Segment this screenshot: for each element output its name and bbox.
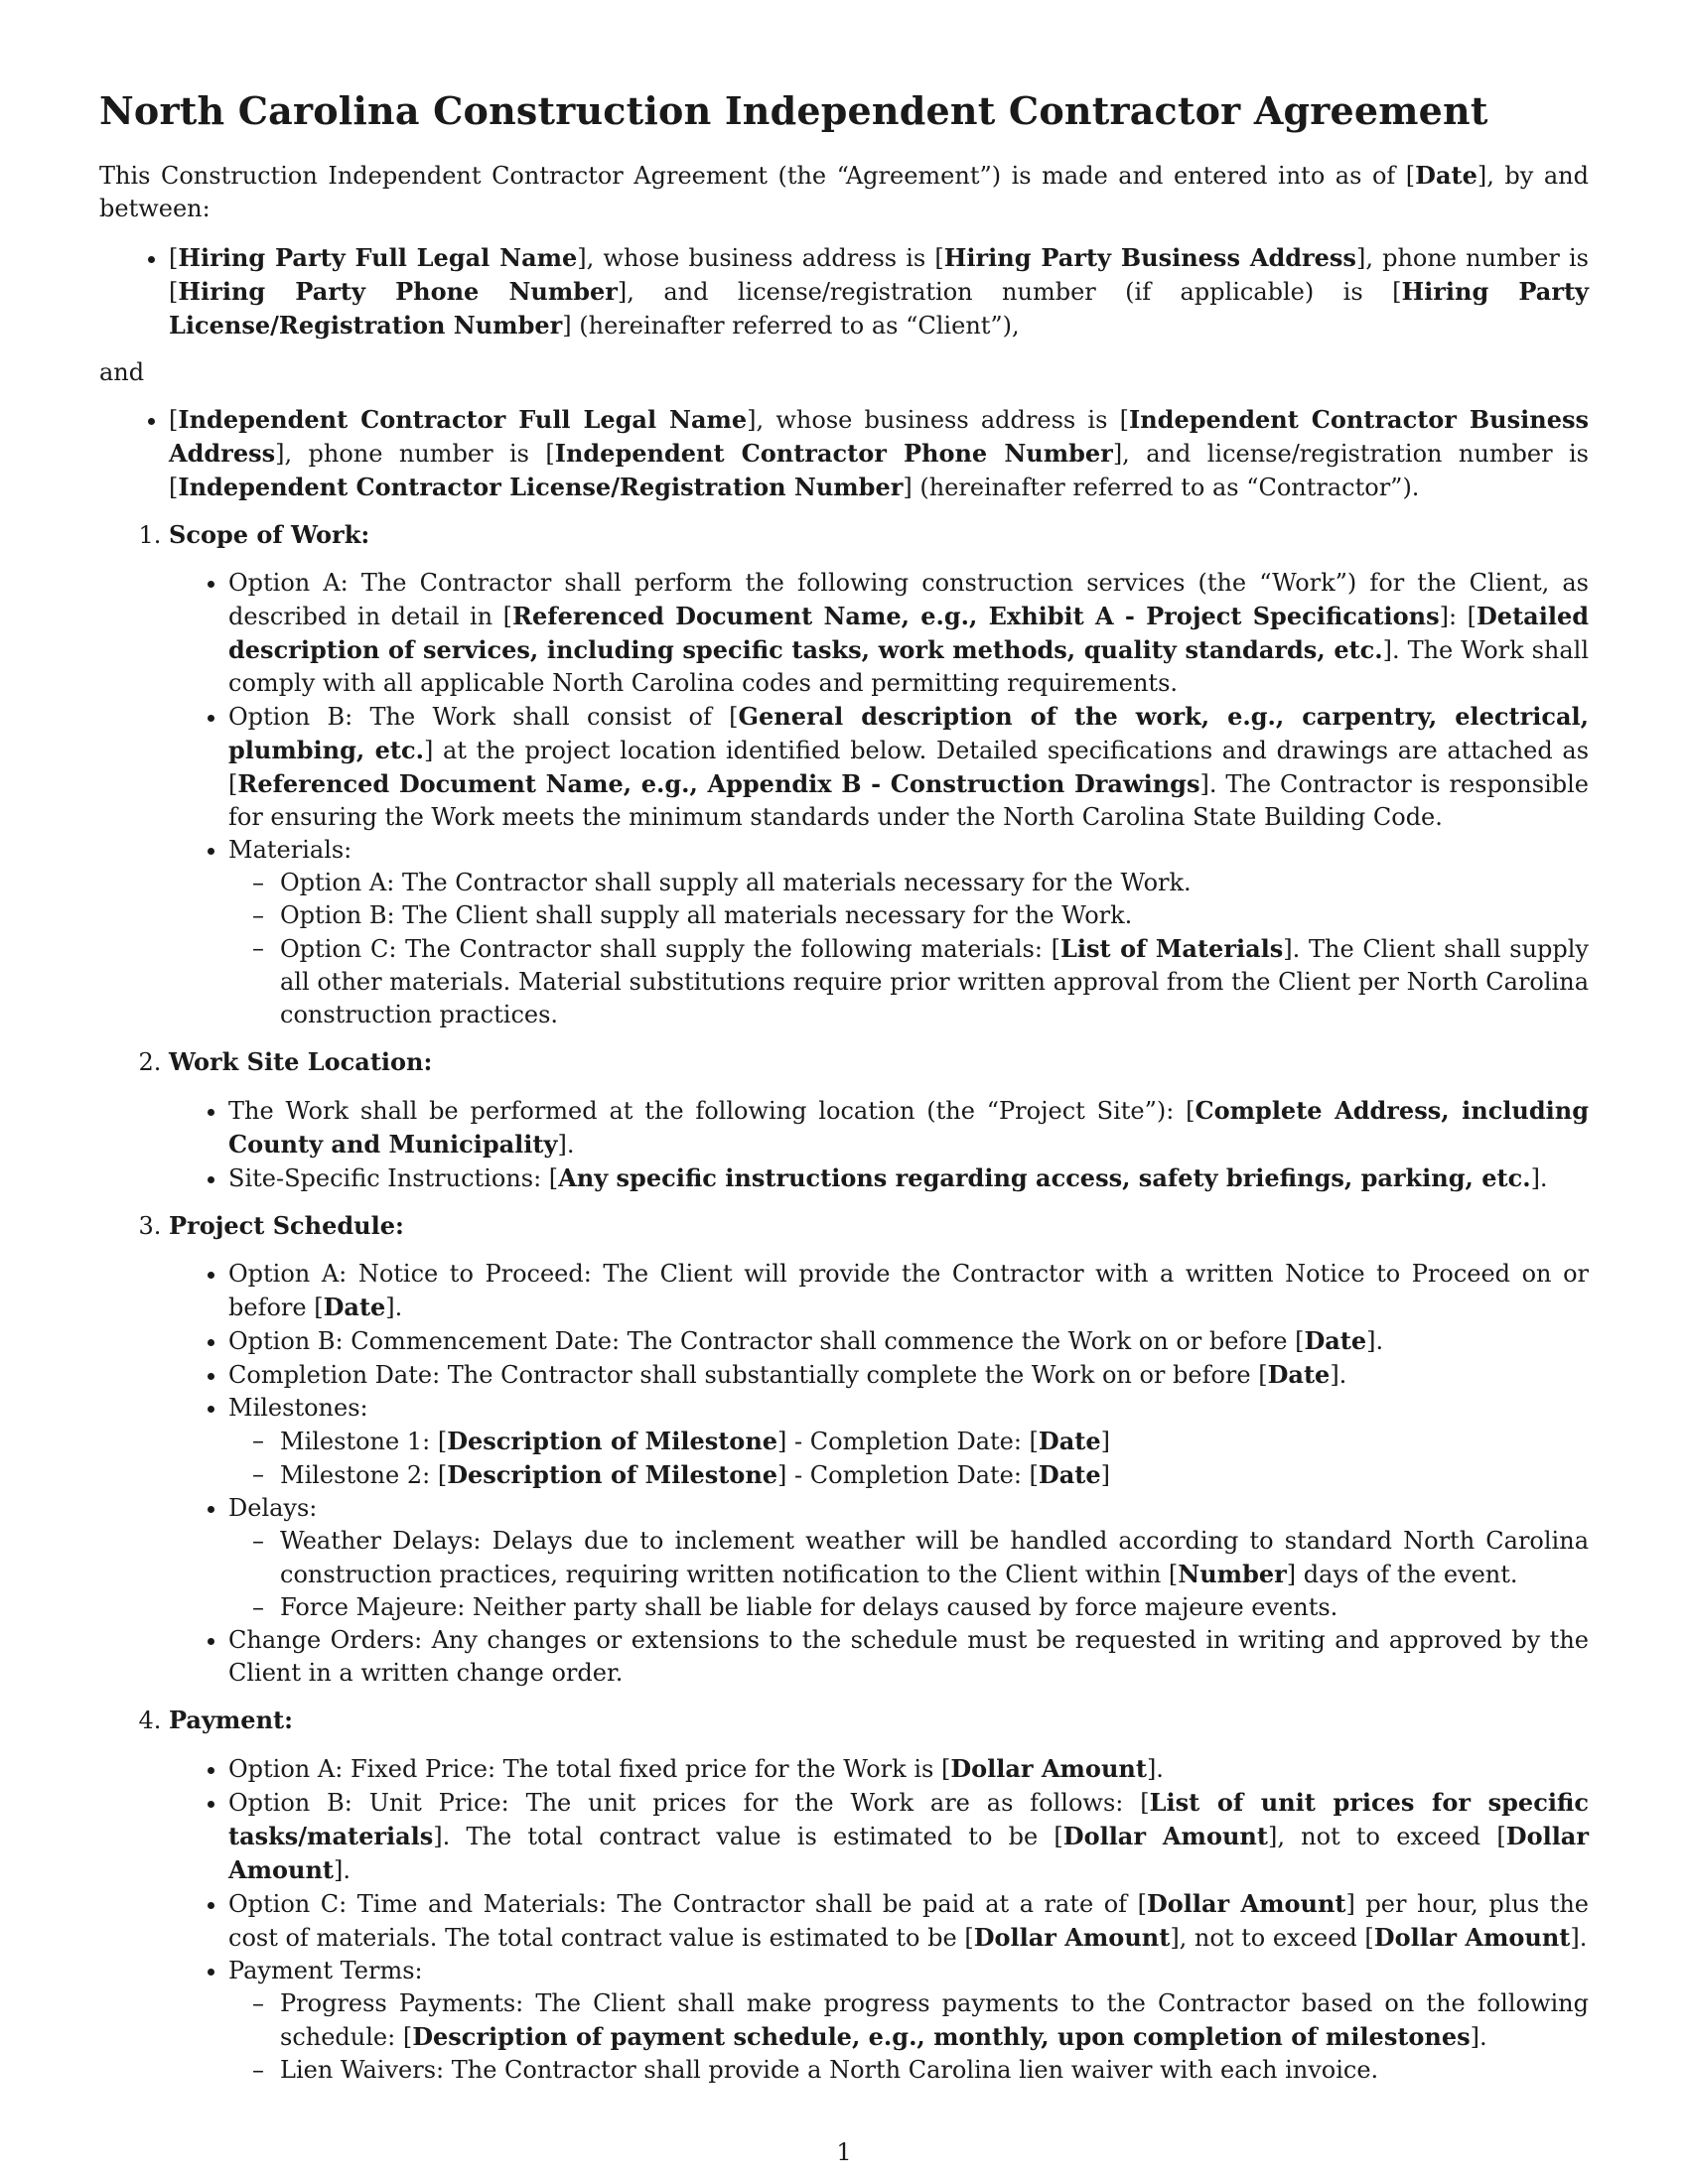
text: ] (hereinafter referred to as “Client”), [562, 312, 1020, 340]
list-item [228, 1324, 1589, 1358]
placeholder-field: Number [1178, 1560, 1287, 1588]
text: Option A: Fixed Price: The total fixed price for the Work is [ [228, 1755, 951, 1783]
list-item: – Option A: The Contractor shall supply all materials necessary for the Work. [280, 867, 1589, 899]
and-connector: and [99, 358, 145, 386]
party-client [169, 241, 1589, 342]
list-item [228, 1887, 1589, 1955]
text: Materials: [228, 836, 352, 864]
text: Payment Terms: [228, 1957, 423, 1984]
text: ]. The Client shall supply all other materials. Material substitutions require prior written approval from the Client per North Carolina construction practices. [280, 935, 1589, 1028]
text: Option A: The Contractor shall perform the following construction services (the “Work”) for the Client, as described in detail in [ [228, 569, 1589, 630]
text: Option C: Time and Materials: The Contractor shall be paid at a rate of [ [228, 1890, 1147, 1918]
text: Milestone 2: [ [280, 1461, 448, 1489]
placeholder-field: General description of the work, e.g., carpentry, electrical, plumbing, etc. [228, 702, 1589, 764]
text: ] [1100, 1428, 1111, 1455]
text: ]. [1530, 1164, 1548, 1192]
placeholder-field: Independent Contractor License/Registration Number [178, 473, 904, 501]
placeholder-field: Complete Address, including County and Municipality [228, 1096, 1590, 1159]
placeholder-field: Hiring Party Business Address [943, 243, 1356, 272]
placeholder-field: Date [1038, 1460, 1101, 1489]
list-item [228, 1094, 1589, 1161]
placeholder-field: Description of Milestone [447, 1427, 778, 1455]
list-item [228, 1786, 1589, 1887]
text: ]. The total contract value is estimated to be [ [433, 1823, 1063, 1850]
placeholder-field: Hiring Party License/Registration Number [169, 277, 1589, 340]
placeholder-field: Date [1304, 1326, 1367, 1355]
placeholder-field: Date [1038, 1427, 1101, 1455]
text: ], not to exceed [ [1170, 1924, 1374, 1952]
placeholder-field: Dollar Amount [1146, 1889, 1346, 1918]
list-item [228, 567, 1589, 700]
section-work-site-location [169, 1045, 1589, 1195]
list-item [280, 1525, 1589, 1591]
text: The Work shall be performed at the following location (the “Project Site”): [ [228, 1097, 1196, 1125]
placeholder-field: Independent Contractor Business Address [169, 405, 1589, 468]
placeholder-field: Date [1415, 161, 1477, 190]
section-scope-of-work [169, 518, 1589, 1031]
section-payment [169, 1704, 1589, 2087]
list-item: • Change Orders: Any changes or extensions to the schedule must be requested in writing and approved by the Client in a written change order. [228, 1624, 1589, 1690]
placeholder-field: Any specific instructions regarding access, safety briefings, parking, etc. [558, 1163, 1531, 1192]
placeholder-field: Independent Contractor Phone Number [554, 439, 1113, 468]
text: ], phone number is [ [275, 440, 555, 468]
list-item [228, 1161, 1589, 1195]
text: Option A: Notice to Proceed: The Client will provide the Contractor with a written Notice to Proceed on or before [ [228, 1260, 1589, 1321]
text: ], and license/registration number (if applicable) is [ [617, 278, 1402, 306]
milestones-list [228, 1425, 1589, 1492]
text: ]: [ [1439, 603, 1477, 630]
list-item [228, 834, 1589, 1031]
party-list-client [99, 241, 1589, 342]
document-body [99, 87, 1589, 2101]
text: [ [169, 406, 179, 434]
text: ] (hereinafter referred to as “Contractor”). [903, 474, 1420, 501]
party-contractor [169, 403, 1589, 504]
text: Option B: Commencement Date: The Contractor shall commence the Work on or before [ [228, 1327, 1305, 1355]
materials-options [228, 867, 1589, 1031]
placeholder-field: Description of Milestone [447, 1460, 778, 1489]
text: ], by and between: [99, 162, 1589, 222]
placeholder-field: Date [1267, 1360, 1331, 1389]
text: ] days of the event. [1286, 1561, 1518, 1588]
document-title: North Carolina Construction Independent Contractor Agreement [99, 88, 1488, 133]
list-item [280, 1987, 1589, 2054]
list-item [228, 1358, 1589, 1392]
text: [ [169, 244, 179, 272]
text: ], whose business address is [ [747, 406, 1129, 434]
placeholder-field: List of unit prices for specific tasks/materials [228, 1788, 1589, 1850]
intro-paragraph [99, 159, 1589, 225]
text: ]. [334, 1856, 352, 1884]
list-item [228, 1752, 1589, 1786]
placeholder-field: Dollar Amount [1062, 1822, 1268, 1850]
placeholder-field: Hiring Party Full Legal Name [178, 243, 578, 272]
scope-options [169, 567, 1589, 1031]
agreement-sections [99, 518, 1589, 2087]
section-heading: 4. Payment: [169, 1706, 293, 1734]
placeholder-field: Referenced Document Name, e.g., Appendix B - Construction Drawings [237, 769, 1200, 798]
section-heading: 1. Scope of Work: [169, 520, 370, 549]
text: ]. The Work shall comply with all applicable North Carolina codes and permitting requirements. [228, 636, 1590, 697]
schedule-items [169, 1258, 1589, 1690]
text: ] - Completion Date: [ [777, 1461, 1039, 1489]
placeholder-field: Date [323, 1293, 386, 1321]
text: Milestone 1: [ [280, 1428, 448, 1455]
list-item [228, 700, 1589, 834]
site-items [169, 1094, 1589, 1195]
list-item [228, 1492, 1589, 1624]
list-item [228, 1955, 1589, 2087]
text: Completion Date: The Contractor shall substantially complete the Work on or before [ [228, 1361, 1268, 1389]
payment-items [169, 1752, 1589, 2087]
text: Site-Specific Instructions: [ [228, 1164, 559, 1192]
placeholder-field: Referenced Document Name, e.g., Exhibit A - Project Specifications [512, 602, 1440, 630]
text: ]. [1146, 1755, 1164, 1783]
section-heading: 3. Project Schedule: [169, 1211, 404, 1240]
text: ]. [385, 1294, 403, 1321]
text: ]. [1330, 1361, 1347, 1389]
text: ]. [1470, 2023, 1487, 2051]
list-item: – Lien Waivers: The Contractor shall provide a North Carolina lien waiver with each invoice. [280, 2054, 1589, 2087]
list-item: – Option B: The Client shall supply all materials necessary for the Work. [280, 899, 1589, 932]
text: ], and license/registration number is [ [169, 440, 1589, 501]
text: ], not to exceed [ [1267, 1823, 1506, 1850]
payment-terms-list [228, 1987, 1589, 2087]
placeholder-field: Dollar Amount [228, 1822, 1589, 1884]
text: ] per hour, plus the cost of materials. The total contract value is estimated to be [ [228, 1890, 1589, 1952]
placeholder-field: Dollar Amount [1373, 1923, 1571, 1952]
list-item [280, 932, 1589, 1031]
page-number: 1 [836, 2138, 852, 2166]
text: Option B: Unit Price: The unit prices for the Work are as follows: [ [228, 1789, 1150, 1817]
text: ] - Completion Date: [ [777, 1428, 1039, 1455]
placeholder-field: Description of payment schedule, e.g., monthly, upon completion of milestones [412, 2022, 1471, 2051]
text: ] [1100, 1461, 1111, 1489]
section-heading: 2. Work Site Location: [169, 1047, 433, 1076]
list-item [280, 1458, 1589, 1492]
text: Option C: The Contractor shall supply the following materials: [ [280, 935, 1061, 963]
text: ] at the project location identified below. Detailed specifications and drawings are attached as [ [228, 737, 1590, 798]
placeholder-field: Dollar Amount [950, 1754, 1147, 1783]
text: Option B: The Work shall consist of [ [228, 703, 739, 731]
list-item [228, 1392, 1589, 1492]
placeholder-field: Independent Contractor Full Legal Name [178, 405, 748, 434]
list-item [280, 1425, 1589, 1458]
text: ]. The Contractor is responsible for ensuring the Work meets the minimum standards under the North Carolina State Building Code. [228, 770, 1590, 831]
text: This Construction Independent Contractor Agreement (the “Agreement”) is made and entered into as of [ [99, 162, 1416, 190]
placeholder-field: Dollar Amount [973, 1923, 1171, 1952]
list-item [228, 1258, 1589, 1324]
placeholder-field: Detailed description of services, including specific tasks, work methods, quality standards, etc. [228, 602, 1589, 664]
text: ]. [557, 1131, 575, 1159]
party-list-contractor [99, 403, 1589, 504]
section-project-schedule [169, 1209, 1589, 1690]
text: ], whose business address is [ [577, 244, 944, 272]
text: ], phone number is [ [169, 244, 1589, 306]
list-item: – Force Majeure: Neither party shall be liable for delays caused by force majeure events. [280, 1591, 1589, 1624]
text: ]. [1366, 1327, 1384, 1355]
text: ]. [1570, 1924, 1588, 1952]
placeholder-field: Hiring Party Phone Number [178, 277, 618, 306]
placeholder-field: List of Materials [1060, 934, 1284, 963]
text: Delays: [228, 1494, 318, 1522]
text: Weather Delays: Delays due to inclement weather will be handled according to standard North Carolina construction practices, requiring written notification to the Client within [ [280, 1527, 1589, 1588]
text: Milestones: [228, 1394, 368, 1422]
text: Progress Payments: The Client shall make progress payments to the Contractor based on the following schedule: [ [280, 1989, 1589, 2051]
delays-list [228, 1525, 1589, 1624]
